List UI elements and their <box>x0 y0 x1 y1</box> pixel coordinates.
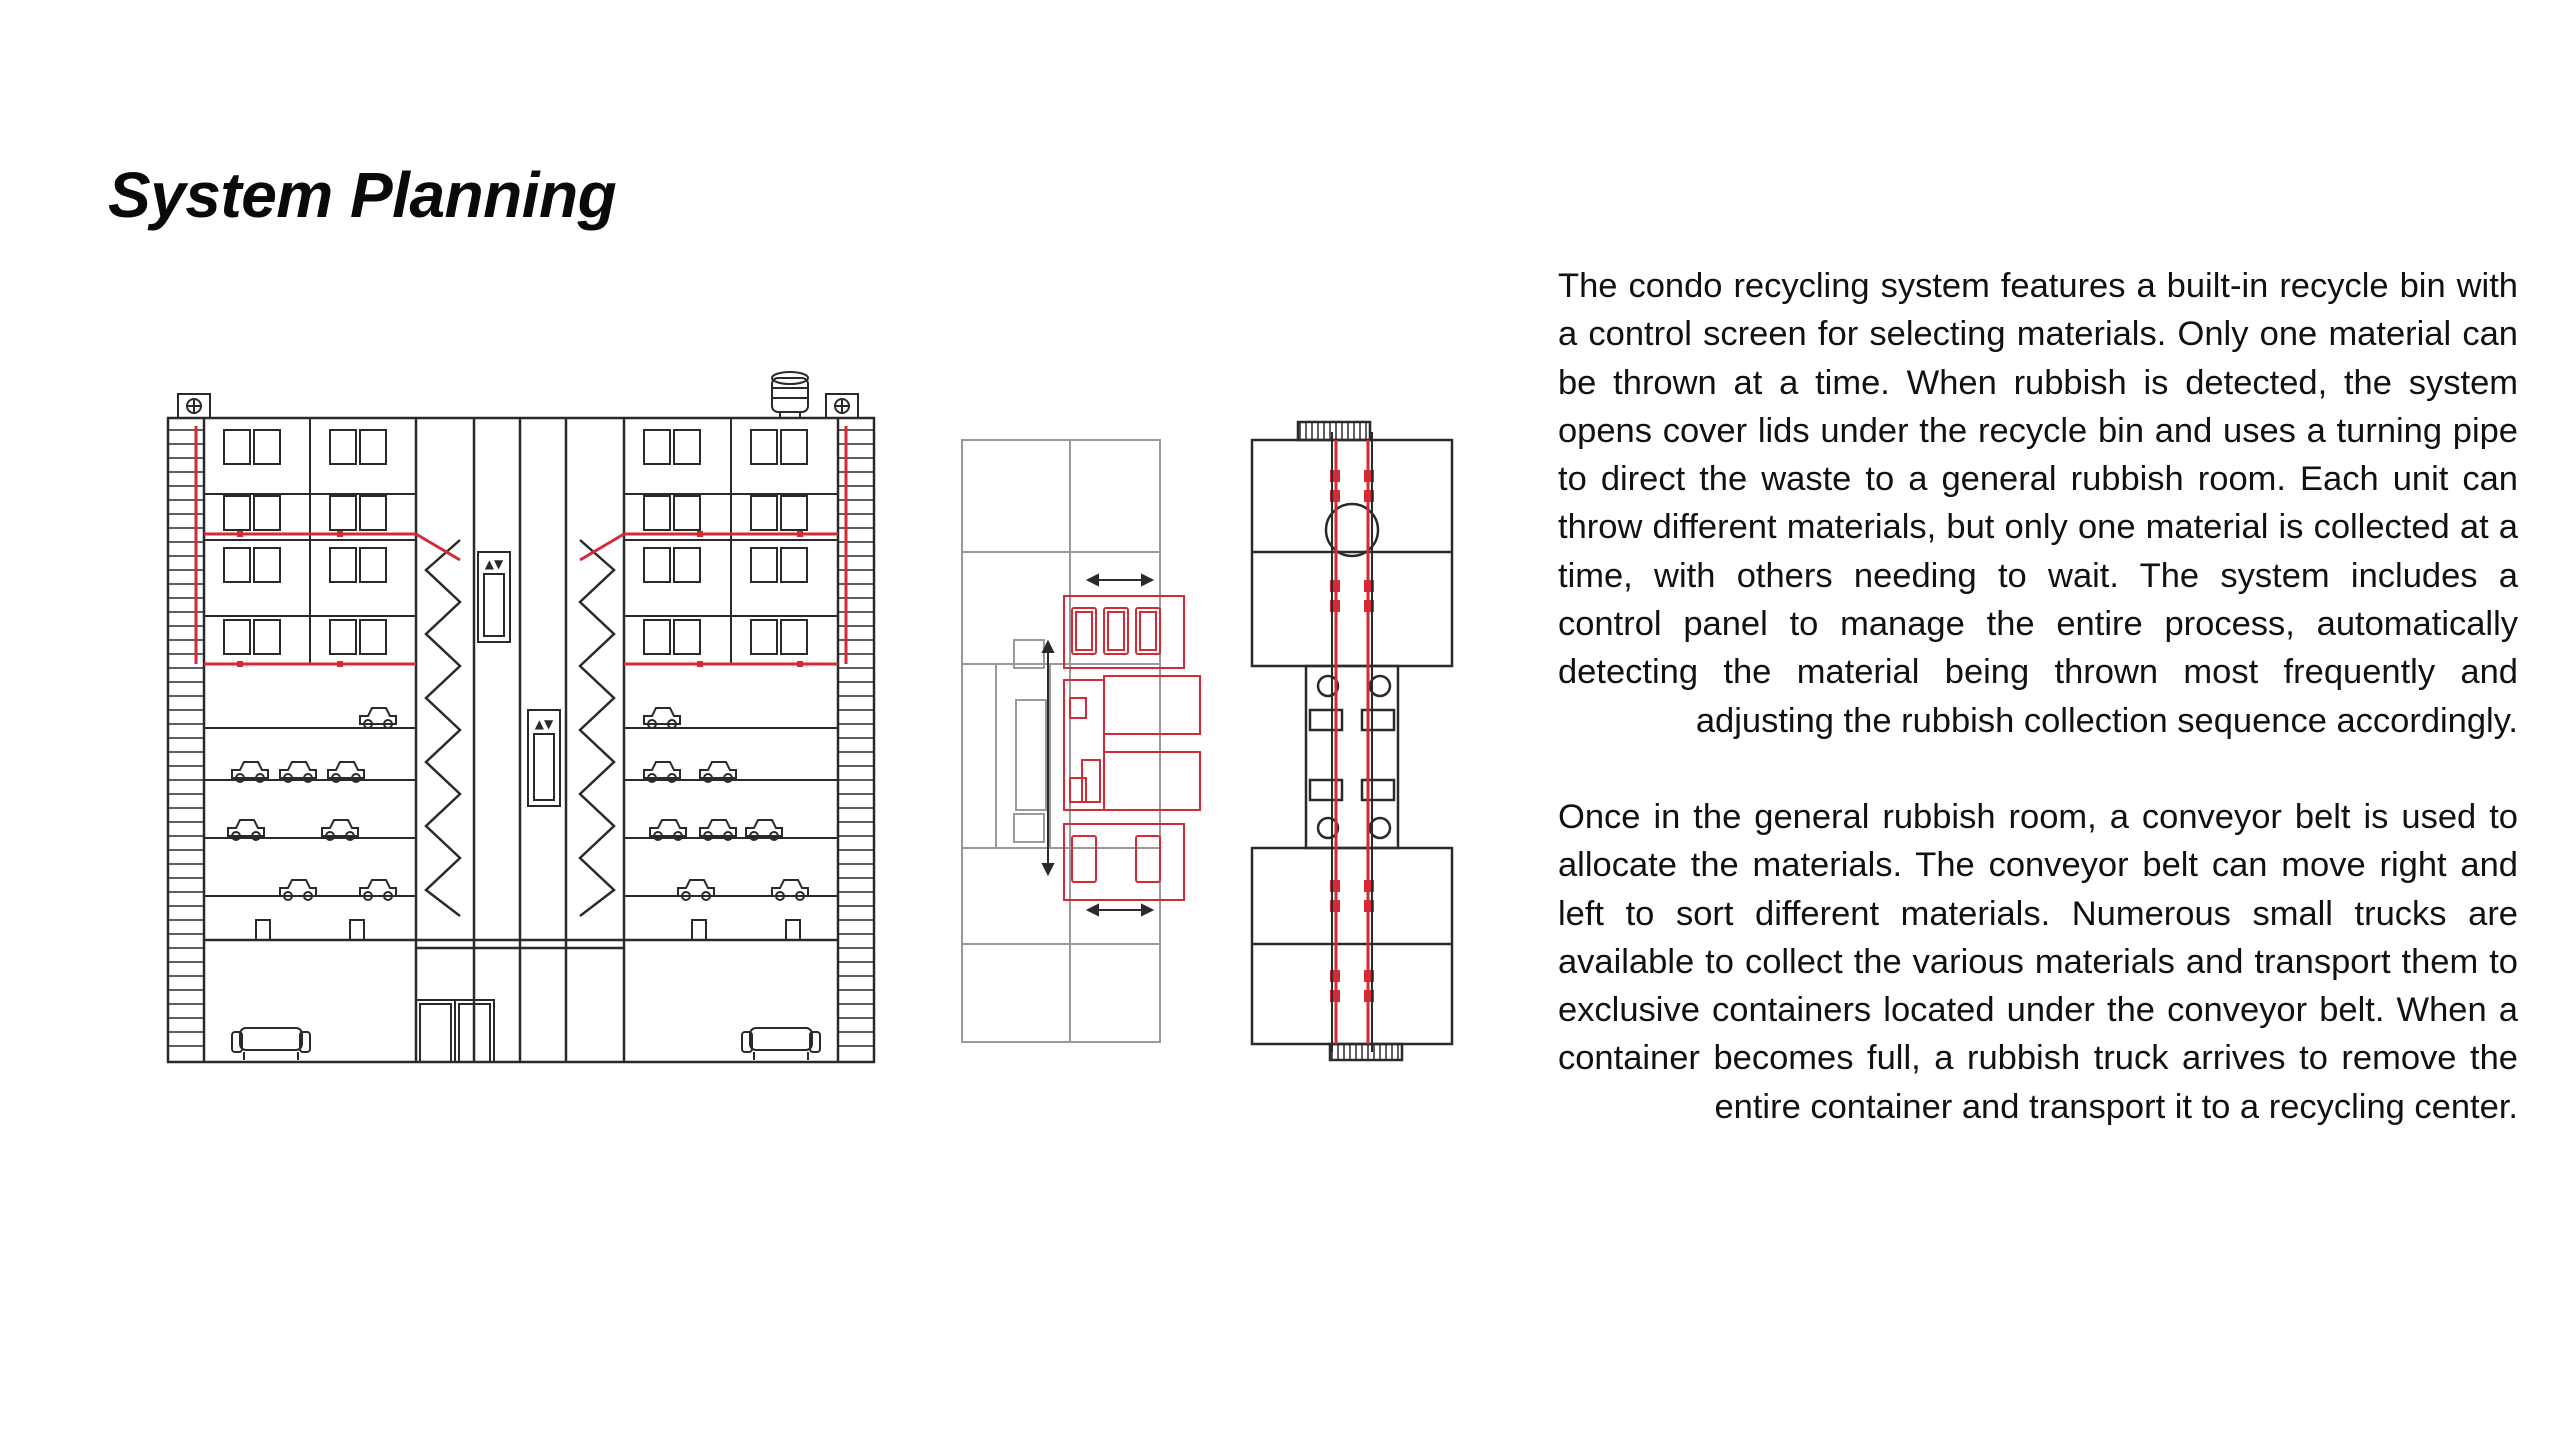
description-paragraph-2: Once in the general rubbish room, a conveyor belt is used to allocate the materials. The conveyor belt can move right and left to sort different materials. Numerous small trucks are available to collect the various materials and transport them to exclusive containers located under the conveyor belt. When a container becomes full, a rubbish truck arrives to remove the entire container and transport it to a recycling center. <box>1558 797 2518 1126</box>
svg-text:▲▼: ▲▼ <box>534 717 554 731</box>
page-title: System Planning <box>108 159 617 231</box>
description-paragraph-1: The condo recycling system features a built-in recycle bin with a control screen for selecting materials. Only one material can be thrown at a time. When rubbish is detected, the system opens cover lids under the recycle bin and uses a turning pipe to direct the waste to a general rubbish room. Each unit can throw different materials, but only one material is collected at a time, with others needing to wait. The system includes a control panel to manage the entire process, automatically detecting the material being thrown most frequently and adjusting the rubbish collection sequence accordingly. <box>1558 267 2518 740</box>
description-text <box>1558 262 2518 1179</box>
svg-text:▲▼: ▲▼ <box>484 557 504 571</box>
